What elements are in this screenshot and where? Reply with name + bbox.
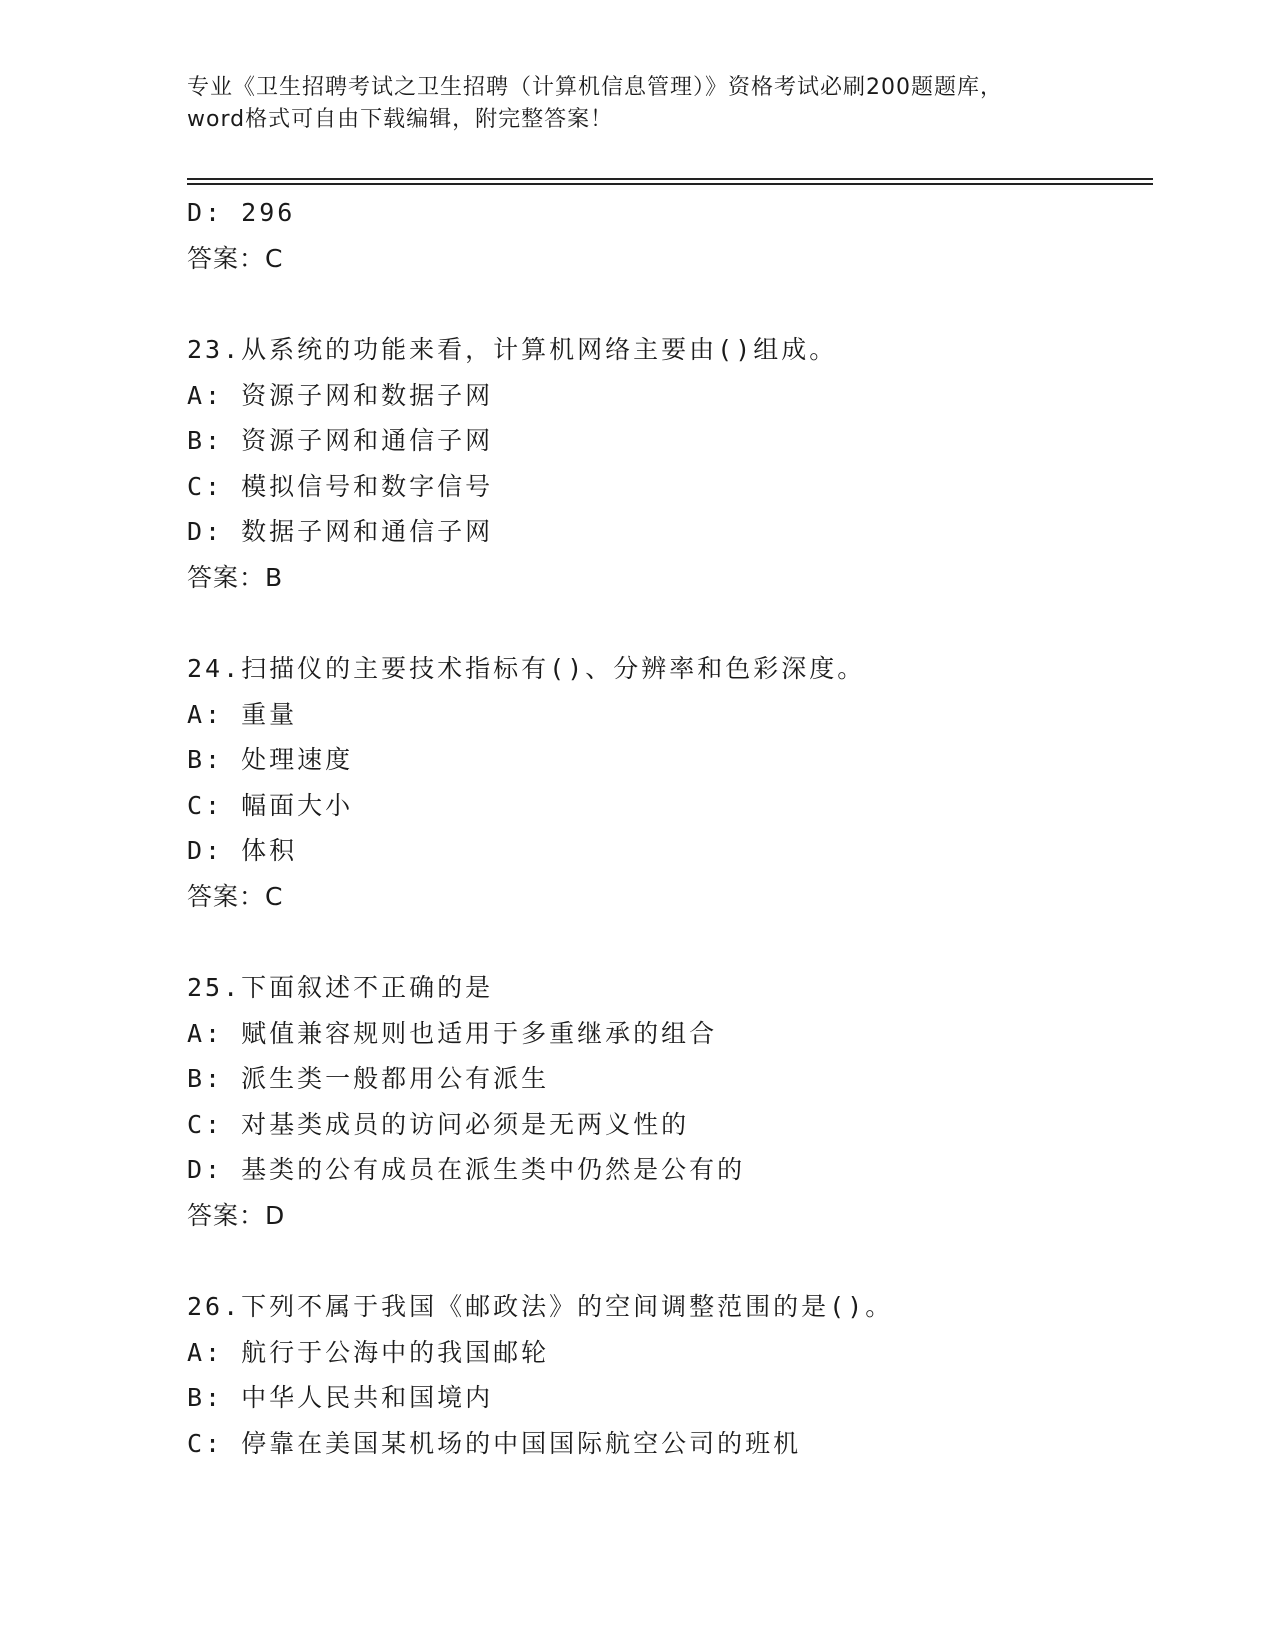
question-23: [187, 327, 1147, 600]
option-d: D: 数据子网和通信子网: [187, 517, 494, 546]
option-d: D: 基类的公有成员在派生类中仍然是公有的: [187, 1155, 746, 1184]
option-d: D: 296: [187, 198, 296, 227]
answer-line: 答案：C: [187, 881, 284, 911]
question-22-tail: [187, 190, 1147, 281]
option-c: C: 停靠在美国某机场的中国国际航空公司的班机: [187, 1428, 802, 1458]
option-a: A: 赋值兼容规则也适用于多重继承的组合: [187, 1018, 718, 1048]
question-stem: 24.扫描仪的主要技术指标有()、分辨率和色彩深度。: [187, 654, 866, 683]
option-d: D: 体积: [187, 836, 298, 865]
option-c: C: 对基类成员的访问必须是无两义性的: [187, 1109, 690, 1139]
option-c: C: 幅面大小: [187, 790, 354, 820]
option-b: B: 派生类一般都用公有派生: [187, 1064, 550, 1093]
header-line-2: word格式可自由下载编辑，附完整答案！: [187, 107, 614, 132]
header-rule-top: [187, 178, 1153, 180]
question-26: [187, 1284, 1147, 1466]
header-line-1: 专业《卫生招聘考试之卫生招聘（计算机信息管理）》资格考试必刷200题题库，: [187, 75, 1003, 100]
option-b: B: 资源子网和通信子网: [187, 426, 494, 455]
option-a: A: 航行于公海中的我国邮轮: [187, 1337, 550, 1367]
answer-line: 答案：C: [187, 243, 284, 273]
question-25: [187, 965, 1147, 1238]
question-list: [187, 190, 1147, 1466]
question-24: [187, 646, 1147, 919]
answer-line: 答案：D: [187, 1200, 286, 1230]
header-rule-bottom: [187, 183, 1153, 185]
document-header: [187, 72, 1117, 136]
answer-line: 答案：B: [187, 562, 284, 592]
option-b: B: 处理速度: [187, 745, 354, 774]
option-a: A: 资源子网和数据子网: [187, 380, 494, 410]
question-stem: 25.下面叙述不正确的是: [187, 973, 494, 1002]
option-b: B: 中华人民共和国境内: [187, 1383, 494, 1412]
question-stem: 23.从系统的功能来看，计算机网络主要由()组成。: [187, 335, 838, 364]
option-a: A: 重量: [187, 699, 298, 729]
option-c: C: 模拟信号和数字信号: [187, 471, 494, 501]
question-stem: 26.下列不属于我国《邮政法》的空间调整范围的是()。: [187, 1292, 894, 1321]
